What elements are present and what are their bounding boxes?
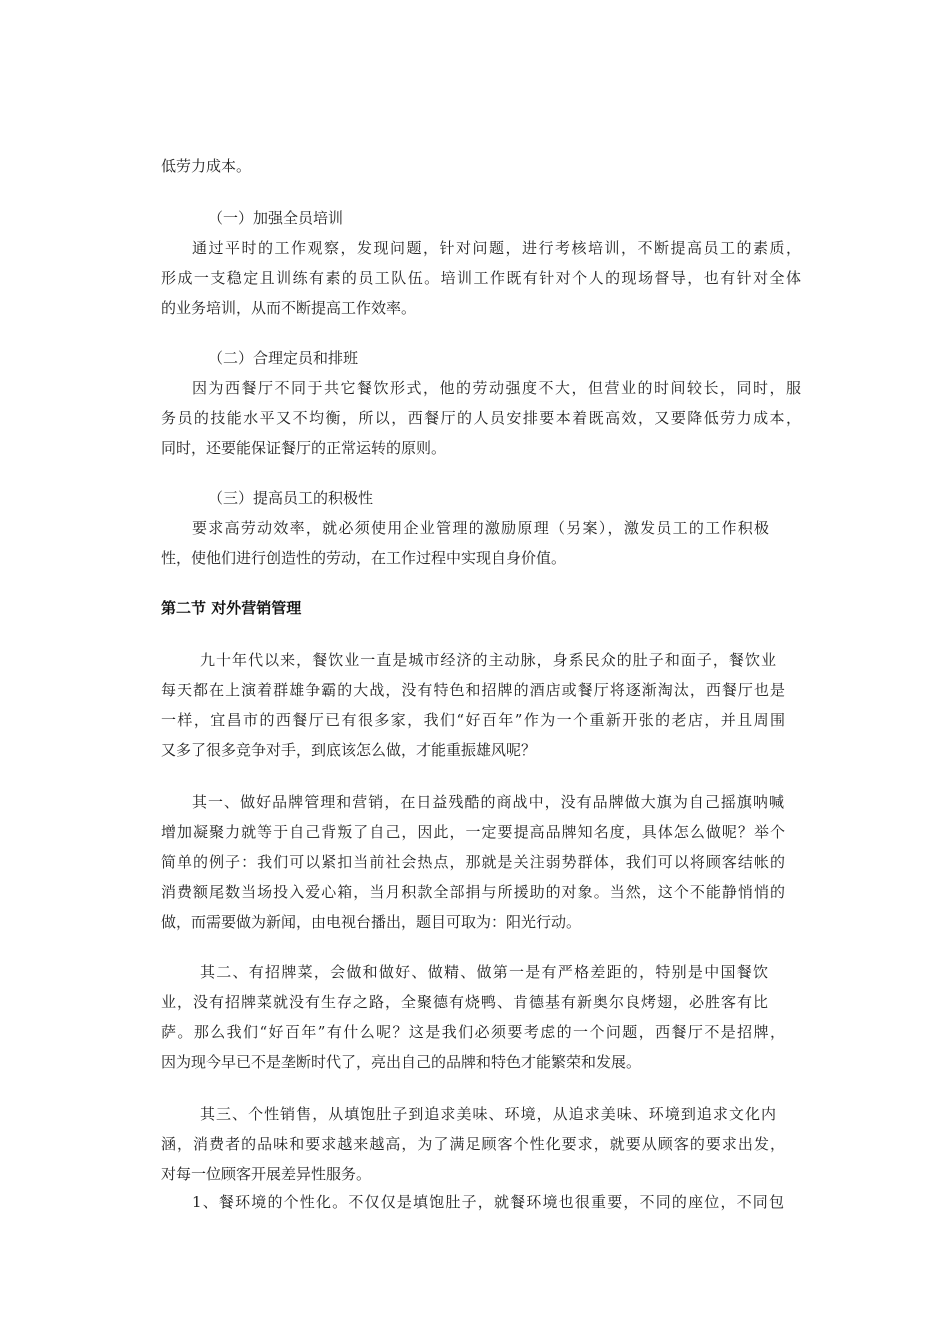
text-line: 低劳力成本。 xyxy=(161,157,252,175)
text-line: 的业务培训，从而不断提高工作效率。 xyxy=(161,299,417,317)
text-line: 形成一支稳定且训练有素的员工队伍。培训工作既有针对个人的现场督导，也有针对全体 xyxy=(161,269,801,287)
text-line: 每天都在上演着群雄争霸的大战，没有特色和招牌的酒店或餐厅将逐渐淘汰，西餐厅也是 xyxy=(161,681,785,699)
text-line: 又多了很多竞争对手，到底该怎么做，才能重振雄风呢？ xyxy=(161,741,537,759)
subheading-1: （一）加强全员培训 xyxy=(208,209,344,227)
text-line: 1、餐环境的个性化。不仅仅是填饱肚子，就餐环境也很重要，不同的座位，不同包 xyxy=(192,1193,784,1211)
text-line: 同时，还要能保证餐厅的正常运转的原则。 xyxy=(161,439,447,457)
text-line: 简单的例子：我们可以紧扣当前社会热点，那就是关注弱势群体，我们可以将顾客结帐的 xyxy=(161,853,785,871)
text-line: 业，没有招牌菜就没有生存之路，全聚德有烧鸭、肯德基有新奥尔良烤翅，必胜客有比 xyxy=(161,993,768,1011)
text-line: 务员的技能水平又不均衡，所以，西餐厅的人员安排要本着既高效，又要降低劳力成本， xyxy=(161,409,801,427)
text-line: 九十年代以来，餐饮业一直是城市经济的主动脉，身系民众的肚子和面子，餐饮业 xyxy=(200,651,776,669)
subheading-2: （二）合理定员和排班 xyxy=(208,349,359,367)
text-line: 涵，消费者的品味和要求越来越高，为了满足顾客个性化要求，就要从顾客的要求出发， xyxy=(161,1135,785,1153)
text-line: 要求高劳动效率，就必须使用企业管理的激励原理（另案），激发员工的工作积极 xyxy=(192,519,769,537)
text-line: 增加凝聚力就等于自己背叛了自己，因此，一定要提高品牌知名度，具体怎么做呢？举个 xyxy=(161,823,785,841)
text-line: 一样，宜昌市的西餐厅已有很多家，我们“好百年”作为一个重新开张的老店，并且周围 xyxy=(161,711,785,729)
text-line: 其一、做好品牌管理和营销，在日益残酷的商战中，没有品牌做大旗为自己摇旗呐喊 xyxy=(192,793,784,811)
text-line: 其二、有招牌菜，会做和做好、做精、做第一是有严格差距的，特别是中国餐饮 xyxy=(200,963,768,981)
text-line: 对每一位顾客开展差异性服务。 xyxy=(161,1165,372,1183)
text-line: 因为现今早已不是垄断时代了，亮出自己的品牌和特色才能繁荣和发展。 xyxy=(161,1053,642,1071)
text-line: 消费额尾数当场投入爱心箱，当月积款全部捐与所援助的对象。当然，这个不能静悄悄的 xyxy=(161,883,785,901)
text-line: 因为西餐厅不同于共它餐饮形式，他的劳动强度不大，但营业的时间较长，同时，服 xyxy=(192,379,801,397)
subheading-3: （三）提高员工的积极性 xyxy=(208,489,374,507)
text-line: 其三、个性销售，从填饱肚子到追求美味、环境，从追求美味、环境到追求文化内 xyxy=(200,1105,776,1123)
text-line: 做，而需要做为新闻，由电视台播出，题目可取为：阳光行动。 xyxy=(161,913,582,931)
text-line: 性，使他们进行创造性的劳动，在工作过程中实现自身价值。 xyxy=(161,549,567,567)
text-line: 通过平时的工作观察，发现问题，针对问题，进行考核培训，不断提高员工的素质， xyxy=(192,239,801,257)
section-heading: 第二节 对外营销管理 xyxy=(161,599,302,617)
text-line: 萨。那么我们“好百年”有什么呢？这是我们必须要考虑的一个问题，西餐厅不是招牌， xyxy=(161,1023,785,1041)
